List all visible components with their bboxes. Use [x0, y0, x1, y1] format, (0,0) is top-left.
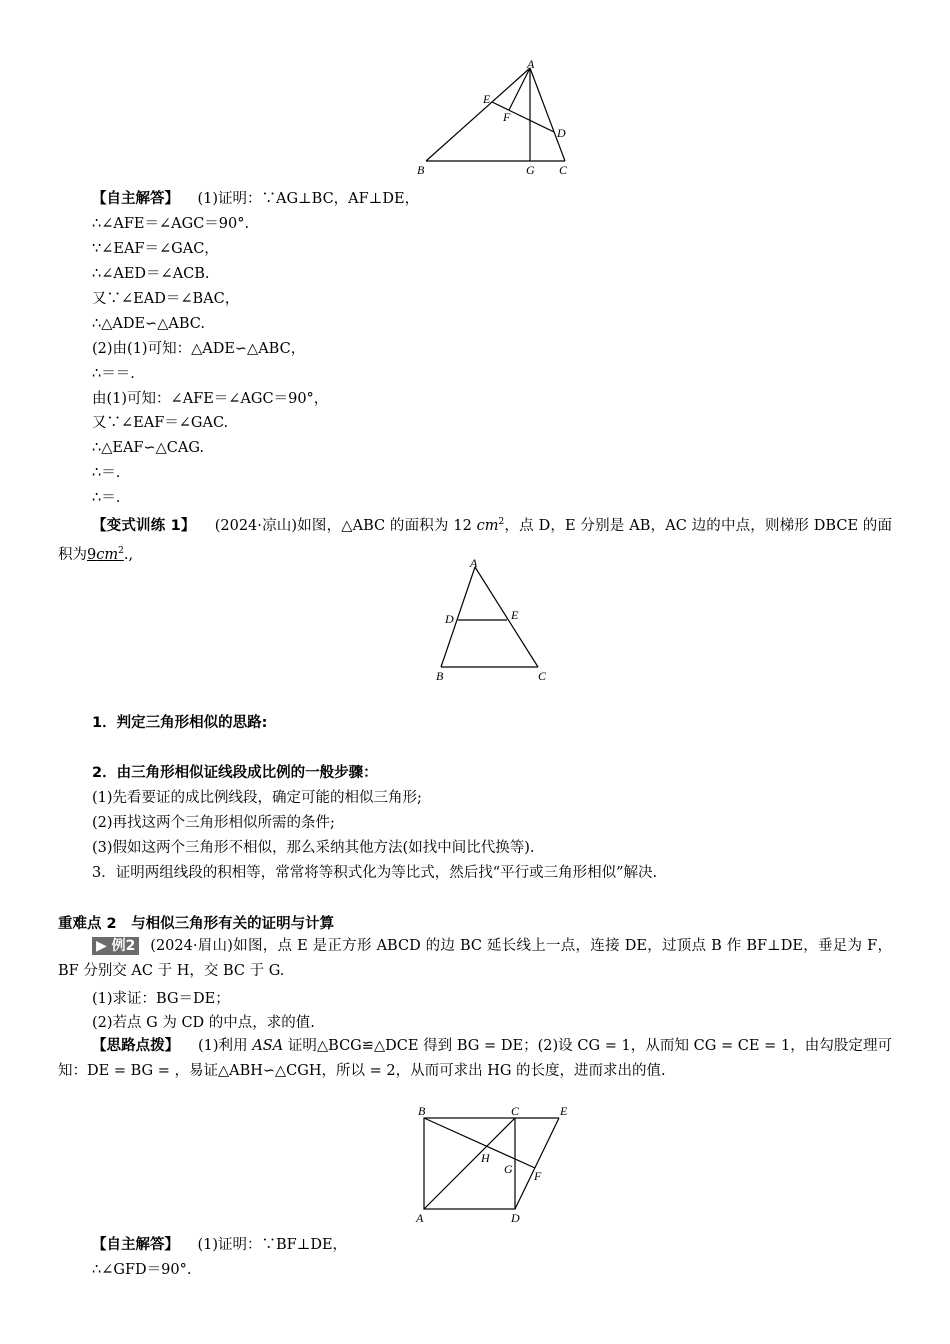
solution2-line-1: 【自主解答】 (1)证明：∵BF⊥DE， — [92, 1237, 348, 1253]
segment-bf — [424, 1118, 535, 1168]
label-f: F — [503, 110, 511, 124]
label-e: E — [560, 1104, 568, 1118]
tip-step-3: (3)假如这两个三角形不相似，那么采纳其他方法(如找中间比代换等). — [92, 840, 535, 856]
question-2: (2)若点 G 为 CD 的中点，求的值. — [92, 1015, 315, 1031]
solution1-line-11: ∴△EAF∽△CAG. — [92, 440, 205, 456]
tip-item-3: 3．证明两组线段的积相等，常常将等积式化为等比式，然后找“平行或三角形相似”解决. — [92, 865, 658, 881]
segment-de — [515, 1118, 559, 1209]
solution1-line-13: ∴＝. — [92, 490, 121, 506]
question-1: (1)求证：BG＝DE； — [92, 991, 230, 1007]
label-c: C — [559, 163, 568, 177]
figure-square-abcd — [408, 1100, 580, 1226]
hint-heading: 【思路点拨】 — [92, 1038, 180, 1054]
hint-paragraph: 【思路点拨】 (1)利用 ASA 证明△BCG≌△DCE 得到 BG = DE；(2)设 CG = 1，从而知 CG = CE = 1，由勾股定理可知：DE = BG = ，易证△ABH∽△CGH，所以 = 2，从而可求出 HG 的长度，进而求出的值. — [58, 1038, 893, 1079]
label-h: H — [481, 1151, 490, 1165]
label-b: B — [417, 163, 425, 177]
variant-heading: 【变式训练 1】 — [92, 517, 196, 534]
label-e: E — [511, 608, 519, 622]
solution1-line-12: ∴＝. — [92, 465, 121, 481]
section-title: 重难点 2 与相似三角形有关的证明与计算 — [58, 916, 335, 932]
segment-ac — [475, 567, 538, 667]
solution1-line-4: ∴∠AED＝∠ACB. — [92, 266, 210, 282]
solution1-line-7: (2)由(1)可知：△ADE∽△ABC， — [92, 341, 306, 357]
figure-triangle-midsegment — [432, 556, 552, 686]
label-e: E — [483, 92, 491, 106]
solution1-line-2: ∴∠AFE＝∠AGC＝90°. — [92, 216, 250, 232]
label-c: C — [511, 1104, 520, 1118]
solution1-line-6: ∴△ADE∽△ABC. — [92, 316, 205, 332]
solution1-line-9: 由(1)可知：∠AFE＝∠AGC＝90°， — [92, 391, 329, 407]
label-g: G — [504, 1162, 513, 1176]
variant-training-paragraph: 【变式训练 1】 (2024·凉山)如图，△ABC 的面积为 12 $cm^2$，点 D，E 分别是 AB，AC 边的中点，则梯形 DBCE 的面积为$9cm^2$., — [58, 517, 892, 563]
label-d: D — [557, 126, 566, 140]
label-c: C — [538, 669, 547, 683]
segment-ab — [426, 68, 530, 161]
label-d: D — [445, 612, 454, 626]
example-badge: ▶ 例2 — [92, 937, 139, 955]
solution1-line-1: 【自主解答】 (1)证明：∵AG⊥BC，AF⊥DE， — [92, 191, 420, 207]
diagonal-ac — [424, 1118, 515, 1209]
solution1-line-5: 又∵∠EAD＝∠BAC， — [92, 291, 240, 307]
tip-step-2: (2)再找这两个三角形相似所需的条件; — [92, 815, 335, 831]
solution1-line-3: ∵∠EAF＝∠GAC， — [92, 241, 219, 257]
solution1-line-8: ∴＝＝. — [92, 366, 135, 382]
example-problem: ▶ 例2 (2024·眉山)如图，点 E 是正方形 ABCD 的边 BC 延长线上一点，连接 DE，过顶点 B 作 BF⊥DE，垂足为 F，BF 分别交 AC 于 H，交 BC 于 G. — [58, 938, 893, 979]
segment-af — [509, 68, 530, 110]
solution1-line-10: 又∵∠EAF＝∠GAC. — [92, 415, 229, 431]
solution2-line-2: ∴∠GFD＝90°. — [92, 1262, 192, 1278]
variant-answer: $9cm^2$ — [87, 545, 124, 563]
label-b: B — [436, 669, 444, 683]
tip-step-1: (1)先看要证的成比例线段，确定可能的相似三角形; — [92, 790, 422, 806]
figure-triangle-abc-with-altitude — [408, 58, 588, 180]
solution2-heading: 【自主解答】 — [92, 1237, 179, 1253]
label-a: A — [527, 58, 535, 71]
tip-item-2: 2．由三角形相似证线段成比例的一般步骤： — [92, 765, 378, 781]
label-f: F — [534, 1169, 542, 1183]
label-g: G — [526, 163, 535, 177]
label-a: A — [416, 1211, 424, 1225]
segment-ac — [530, 68, 565, 161]
solution1-heading: 【自主解答】 — [92, 191, 179, 207]
label-b: B — [418, 1104, 426, 1118]
label-d: D — [511, 1211, 520, 1225]
tip-item-1: 1．判定三角形相似的思路: — [92, 715, 268, 731]
label-a: A — [470, 556, 478, 570]
